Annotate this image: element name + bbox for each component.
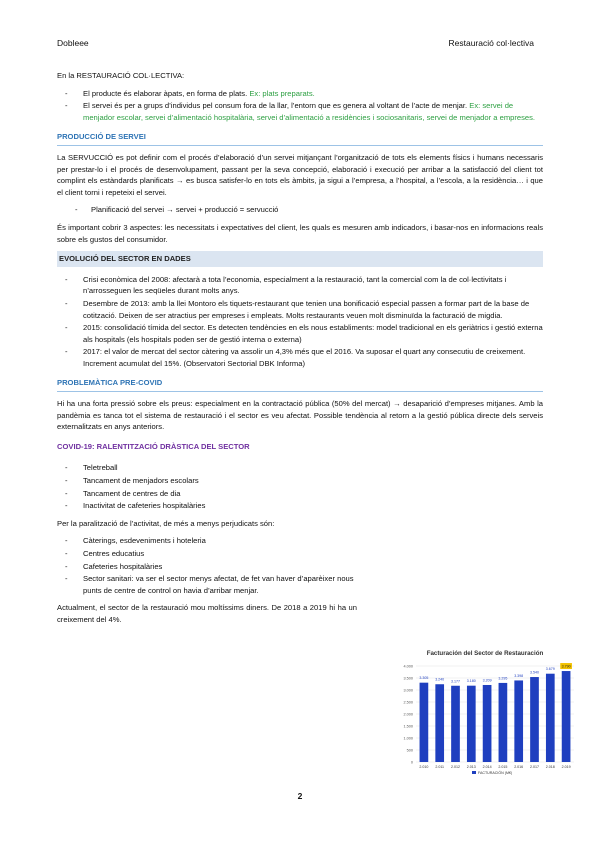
covid-item-2: - Cafeteries hospitalàries: [57, 561, 357, 573]
chart-data-label: 3.209: [482, 678, 492, 683]
intro-item-example: Ex: servei de menjador escolar, servei d’alimentació hospitalària, servei d’alimentació a residències i sociosanitaris, servei de menjador a empreses.: [83, 101, 536, 122]
produccio-paragraph: La SERVUCCIÓ es pot definir com el procés d’elaboració d’un servei mitjançant l’organització de tots els elements físics i humans necessaris per prestar-lo i el procés de desenvolupament, passant per la seva concepció, elaboració i execució per arribar a la satisfacció del client tot complint els estàndards planificats → es busca satisfer-lo en tots els àmbits, ja sigui a l’empresa, a l’hospital, a l’escola, a la residència… i que el client torni i repeteixi el servei.: [57, 152, 543, 197]
chart-x-tick-label: 2.015: [498, 765, 508, 769]
chart-bar: [499, 683, 508, 762]
chart-bar: [451, 686, 460, 762]
intro-item-service: [57, 100, 543, 123]
chart-data-label: 3.790: [561, 664, 571, 669]
chart-y-tick-label: 3.500: [403, 676, 413, 681]
chart-y-tick-label: 1.000: [403, 736, 413, 741]
evolucio-item: - 2017: el valor de mercat del sector càtering va assolir un 4,3% més que el 2016. Va suposar el quart any consecutiu de creixement. Increment acumulat del 15%. (Observatori Sectorial DBK Informa): [57, 346, 543, 369]
section-title-problematica: PROBLEMÀTICA PRE-COVID: [57, 377, 543, 392]
covid-item: - Inactivitat de cafeteries hospitalàries: [57, 500, 543, 512]
chart-x-tick-label: 2.010: [419, 765, 429, 769]
chart-legend-label: FACTURACIÓN (M€): [478, 771, 513, 775]
chart-data-label: 3.679: [545, 667, 555, 672]
chart-x-tick-label: 2.014: [482, 765, 492, 769]
section-title-produccio: PRODUCCIÓ DE SERVEI: [57, 131, 543, 146]
chart-x-tick-label: 2.012: [451, 765, 460, 769]
chart-x-tick-label: 2.011: [435, 765, 445, 769]
chart-bar: [514, 680, 523, 762]
covid-lead-2: Per la paralització de l’activitat, de més a menys perjudicats són:: [57, 518, 275, 528]
produccio-formula-list: [57, 204, 543, 216]
section-title-evolucio: EVOLUCIÓ DEL SECTOR EN DADES: [57, 251, 543, 267]
intro-list: [57, 88, 543, 124]
chart-y-tick-label: 2.000: [403, 712, 413, 717]
header-subject: Restauració col·lectiva: [448, 38, 534, 48]
covid-item: - Tancament de centres de dia: [57, 488, 543, 500]
intro-item-example: Ex: plats preparats.: [249, 88, 315, 98]
covid-item: - Teletreball: [57, 462, 543, 474]
chart-data-label: 3.305: [419, 676, 429, 681]
evolucio-item: - Crisi econòmica del 2008: afectarà a tota l’economia, especialment a la restauració, tant la comercial com la de col·lectivitats i n’arrosseguen les seqüeles durant molts anys.: [57, 274, 543, 297]
problematica-paragraph: Hi ha una forta pressió sobre els preus: especialment en la contractació pública (50% del mercat) → desaparició d’empreses mitjanes. Amb la pandèmia es tanca tot el sistema de restauració i el sector es veu afectat. Possible tendència al retorn a la gestió pública directe dels serveis externalitzats en anys anteriors.: [57, 399, 543, 432]
chart-x-tick-label: 2.013: [466, 765, 476, 769]
header-author: Dobleee: [57, 38, 89, 48]
chart-canvas: [390, 650, 580, 785]
chart-y-tick-label: 1.500: [403, 724, 413, 729]
section-title-covid: COVID-19: RALENTITZACIÓ DRÀSTICA DEL SECTOR: [57, 441, 250, 451]
evolucio-item: - Desembre de 2013: amb la llei Montoro els tiquets-restaurant que tenien una bonificació especial passen a formar part de la base de cotització. Deixen de ser atractius per empreses i empleats. Molts restaurants veuen molt disminuïda la facturació de migdia.: [57, 298, 543, 321]
covid-item-2: - Càterings, esdeveniments i hoteleria: [57, 535, 357, 547]
page-content: [57, 70, 543, 632]
chart-bar: [530, 677, 539, 762]
intro-item-text: El producte és elaborar àpats, en forma de plats.: [83, 88, 250, 98]
chart-bar: [435, 684, 444, 762]
chart-y-tick-label: 500: [406, 748, 413, 753]
covid-item: - Tancament de menjadors escolars: [57, 475, 543, 487]
chart-bar: [420, 683, 429, 762]
intro-item-product: [57, 88, 543, 100]
evolucio-item: - 2015: consolidació tímida del sector. Es detecten tendències en els nous establiments: model tradicional en els geriàtrics i gestió externa als hospitals (els hospitals poden ser de gestió interna o externa): [57, 322, 543, 345]
chart-x-tick-label: 2.018: [545, 765, 555, 769]
produccio-paragraph-2: És important cobrir 3 aspectes: les necessitats i expectatives del client, les quals es mesuren amb indicadors, i basar-nos en informacions reals sobre els gustos del consumidor.: [57, 222, 543, 244]
evolucio-list: [57, 274, 543, 370]
chart-x-tick-label: 2.019: [561, 765, 571, 769]
page-number: 2: [297, 791, 303, 801]
intro-lead: En la RESTAURACIÓ COL·LECTIVA:: [57, 71, 185, 80]
chart-x-tick-label: 2.016: [514, 765, 524, 769]
chart-data-label: 3.540: [530, 670, 539, 675]
chart-y-tick-label: 2.500: [403, 700, 413, 705]
covid-item-2: - Centres educatius: [57, 548, 357, 560]
chart-data-label: 3.240: [435, 677, 445, 682]
chart-y-tick-label: 3.000: [403, 688, 413, 693]
chart-title: Facturación del Sector de Restauración: [426, 650, 544, 657]
produccio-formula: - Planificació del servei → servei + producció = servucció: [57, 204, 543, 216]
covid-item-2: - Sector sanitari: va ser el sector menys afectat, de fet van haver d’aparèixer nous punts de centre de control on havia d’arribar menjar.: [57, 573, 357, 596]
chart-bar: [562, 671, 571, 762]
chart-data-label: 3.295: [498, 676, 508, 681]
intro-item-text: El servei és per a grups d’individus pel consum fora de la llar, l’entorn que es genera al voltant de l’acte de menjar.: [83, 101, 470, 111]
chart-data-label: 3.180: [466, 679, 476, 684]
covid-list-2: [57, 535, 357, 596]
chart-bar: [546, 674, 555, 762]
chart-x-tick-label: 2.017: [530, 765, 539, 769]
covid-closing: Actualment, el sector de la restauració mou moltíssims diners. De 2018 a 2019 hi ha un creixement del 4%.: [57, 603, 357, 624]
revenue-chart: [390, 650, 580, 785]
chart-legend-swatch: [472, 771, 476, 774]
chart-data-label: 3.177: [451, 679, 460, 684]
chart-bar: [483, 685, 492, 762]
chart-y-tick-label: 4.000: [403, 664, 413, 669]
covid-list: [57, 462, 543, 511]
chart-bar: [467, 686, 476, 762]
chart-data-label: 3.398: [514, 673, 524, 678]
chart-y-tick-label: 0: [410, 760, 413, 765]
